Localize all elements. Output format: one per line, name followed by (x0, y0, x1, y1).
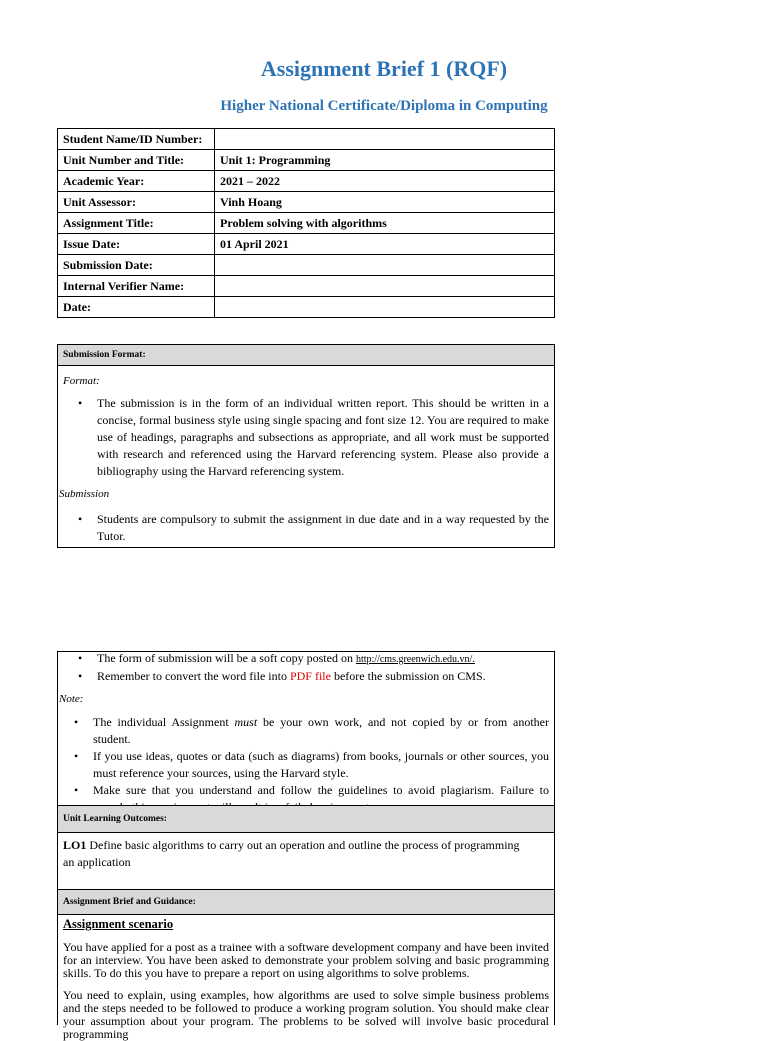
submission-method-list (97, 650, 549, 685)
row-label: Unit Number and Title: (58, 150, 215, 171)
row-label: Issue Date: (58, 234, 215, 255)
bullet-text: before the submission on CMS. (330, 669, 486, 683)
note-text: The individual Assignment (93, 715, 235, 729)
table-row (58, 213, 555, 234)
row-value (215, 129, 555, 150)
table-row (58, 192, 555, 213)
learning-outcomes-heading: Unit Learning Outcomes: (58, 805, 554, 833)
submission-label: Submission (59, 488, 110, 500)
brief-heading: Assignment Brief and Guidance: (58, 889, 554, 915)
row-label: Academic Year: (58, 171, 215, 192)
document-title: Assignment Brief 1 (RQF) (260, 56, 508, 81)
note-text: be your own work, and not copied by or from another student. (93, 715, 549, 746)
note-emphasis: must (234, 715, 258, 729)
student-info-table (57, 128, 555, 318)
row-value: 01 April 2021 (215, 234, 555, 255)
list-item (93, 714, 549, 748)
row-value: Problem solving with algorithms (215, 213, 555, 234)
document-subtitle: Higher National Certificate/Diploma in Computing (220, 98, 548, 114)
submission-list (97, 511, 549, 545)
submission-format-heading: Submission Format: (58, 345, 554, 366)
list-item: • The submission is in the form of an individual written report. This should be written in a concise, formal business style using single spacing and font size 12. You are required to make use of headings, paragraphs and subsections as appropriate, and all work must be supported with research and referenced using the Harvard referencing system. Please also provide a bibliography using the Harvard referencing system. (97, 395, 549, 480)
table-row (58, 276, 555, 297)
row-value: Vinh Hoang (215, 192, 555, 213)
note-label: Note: (59, 693, 84, 705)
submission-format-box (57, 344, 555, 548)
bullet-text: The form of submission will be a soft copy posted on (97, 651, 356, 665)
submission-notes-box (57, 651, 555, 1041)
row-value: 2021 – 2022 (215, 171, 555, 192)
table-row (58, 234, 555, 255)
format-list (97, 395, 549, 480)
table-row (58, 297, 555, 318)
scenario-title: Assignment scenario (63, 917, 174, 931)
lo-text: Define basic algorithms to carry out an operation and outline the process of programming an application (63, 838, 520, 869)
list-item: • Students are compulsory to submit the assignment in due date and in a way requested by the Tutor. (97, 511, 549, 545)
row-value (215, 255, 555, 276)
learning-outcome-lo1 (63, 837, 533, 871)
list-item: • Make sure that you understand and follow the guidelines to avoid plagiarism. Failure to (93, 782, 549, 816)
row-label: Date: (58, 297, 215, 318)
scenario-paragraph-1: You have applied for a post as a trainee with a software development company and have been invited for an interview. You have been asked to demonstrate your problem solving and basic programming skills. To do this you have to prepare a report on using algorithms to solve problems. (63, 940, 549, 980)
row-label: Student Name/ID Number: (58, 129, 215, 150)
table-row (58, 129, 555, 150)
bullet-text: Remember to convert the word file into (97, 669, 290, 683)
list-item (97, 650, 549, 668)
row-label: Assignment Title: (58, 213, 215, 234)
scenario-paragraph-2: You need to explain, using examples, how algorithms are used to solve simple business problems and the steps needed to be followed to produce a working program solution. You should make clear your assumption about your program. The problems to be solved will involve basic procedural programming (63, 988, 549, 1041)
row-label: Internal Verifier Name: (58, 276, 215, 297)
list-item (97, 668, 549, 685)
lo-code: LO1 (63, 838, 87, 852)
row-value: Unit 1: Programming (215, 150, 555, 171)
table-row (58, 171, 555, 192)
pdf-file-highlight: PDF file (289, 669, 331, 683)
note-list (93, 714, 549, 816)
table-row (58, 150, 555, 171)
list-item: • If you use ideas, quotes or data (such as diagrams) from books, journals or other sources, you must reference your sources, using the Harvard style. (93, 748, 549, 782)
format-label: Format: (63, 375, 100, 387)
row-value (215, 297, 555, 318)
cms-link[interactable]: http://cms.greenwich.edu.vn/. (355, 654, 475, 665)
row-label: Submission Date: (58, 255, 215, 276)
row-value (215, 276, 555, 297)
row-label: Unit Assessor: (58, 192, 215, 213)
table-row (58, 255, 555, 276)
